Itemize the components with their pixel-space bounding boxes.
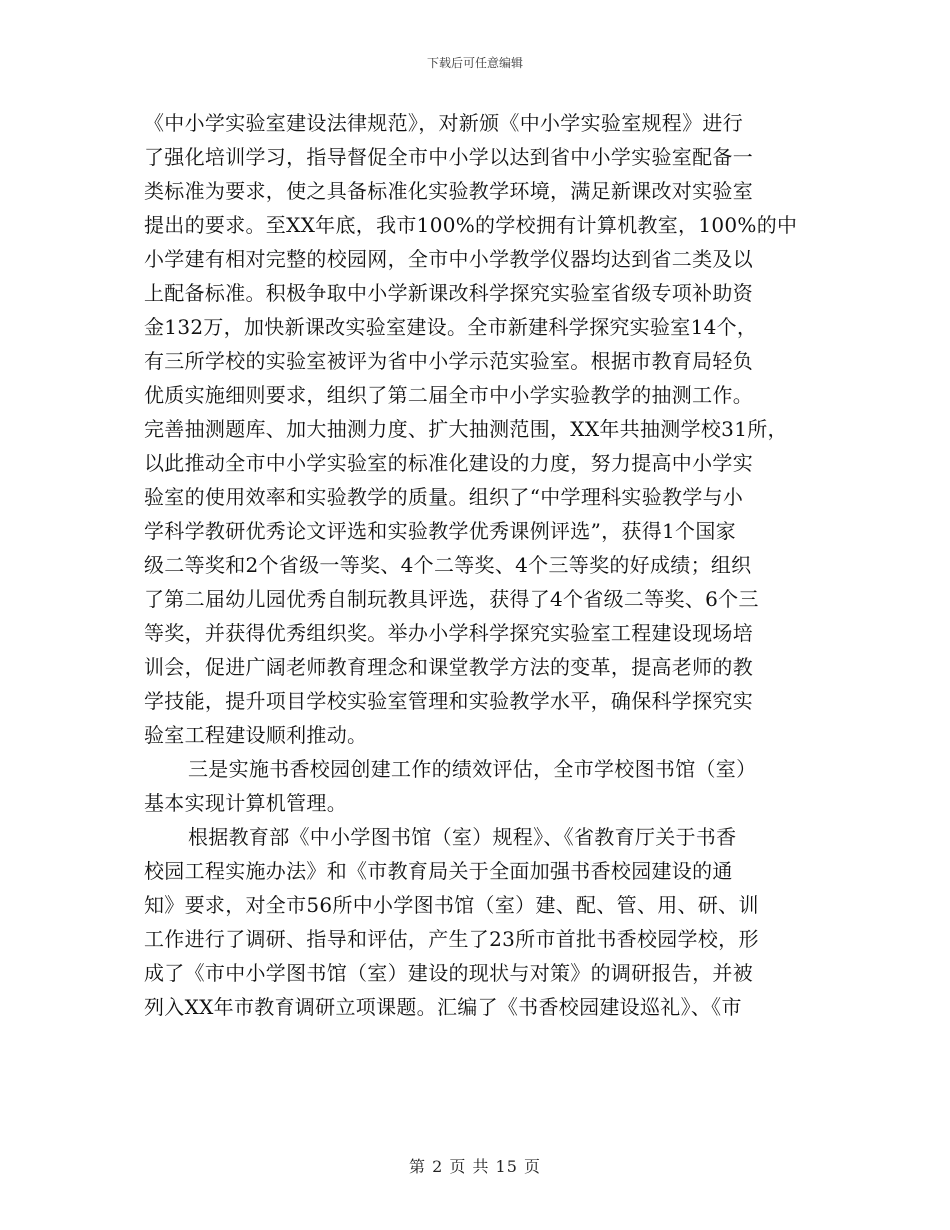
text-line: 根据教育部《中小学图书馆（室）规程》、《省教育厅关于书香	[188, 825, 737, 849]
text-line: 成了《市中小学图书馆（室）建设的现状与对策》的调研报告，并被	[144, 961, 753, 985]
text-line: 小学建有相对完整的校园网，全市中小学教学仪器均达到省二类及以	[144, 247, 753, 271]
text-line: 等奖，并获得优秀组织奖。举办小学科学探究实验室工程建设现场培	[144, 621, 753, 645]
text-line: 学科学教研优秀论文评选和实验教学优秀课例评选”，获得1个国家	[144, 519, 736, 543]
text-line: 学技能，提升项目学校实验室管理和实验教学水平，确保科学探究实	[144, 689, 753, 713]
text-line: 训会，促进广阔老师教育理念和课堂教学方法的变革，提高老师的教	[144, 655, 753, 679]
text-line: 级二等奖和2个省级一等奖、4个二等奖、4个三等奖的好成绩；组织	[144, 553, 752, 577]
text-line: 验室的使用效率和实验教学的质量。组织了“中学理科实验教学与小	[144, 485, 744, 509]
text-line: 列入XX年市教育调研立项课题。汇编了《书香校园建设巡礼》、《市	[144, 995, 742, 1019]
text-line: 有三所学校的实验室被评为省中小学示范实验室。根据市教育局轻负	[144, 349, 753, 373]
text-line: 提出的要求。至XX年底，我市100%的学校拥有计算机教室，100%的中	[144, 213, 798, 237]
text-line: 上配备标准。积极争取中小学新课改科学探究实验室省级专项补助资	[144, 281, 753, 305]
text-line: 类标准为要求，使之具备标准化实验教学环境，满足新课改对实验室	[144, 179, 753, 203]
text-line: 《中小学实验室建设法律规范》，对新颁《中小学实验室规程》进行	[144, 111, 743, 135]
text-line: 优质实施细则要求，组织了第二届全市中小学实验教学的抽测工作。	[144, 383, 753, 407]
text-line: 了第二届幼儿园优秀自制玩教具评选，获得了4个省级二等奖、6个三	[144, 587, 759, 611]
text-line: 校园工程实施办法》和《市教育局关于全面加强书香校园建设的通	[144, 859, 733, 883]
text-line: 验室工程建设顺利推动。	[144, 723, 368, 747]
text-line: 完善抽测题库、加大抽测力度、扩大抽测范围，XX年共抽测学校31所，	[144, 417, 788, 441]
text-line: 三是实施书香校园创建工作的绩效评估，全市学校图书馆（室）	[188, 757, 757, 781]
text-line: 以此推动全市中小学实验室的标准化建设的力度，努力提高中小学实	[144, 451, 753, 475]
document-body	[144, 106, 806, 1024]
text-line: 金132万，加快新课改实验室建设。全市新建科学探究实验室14个，	[144, 315, 758, 339]
text-line: 基本实现计算机管理。	[144, 791, 347, 815]
page-header: 下载后可任意编辑	[426, 56, 523, 70]
text-line: 工作进行了调研、指导和评估，产生了23所市首批书香校园学校，形	[144, 927, 759, 951]
text-line: 知》要求，对全市56所中小学图书馆（室）建、配、管、用、研、训	[144, 893, 759, 917]
page-footer: 第 2 页 共 15 页	[409, 1157, 541, 1176]
text-line: 了强化培训学习，指导督促全市中小学以达到省中小学实验室配备一	[144, 145, 753, 169]
